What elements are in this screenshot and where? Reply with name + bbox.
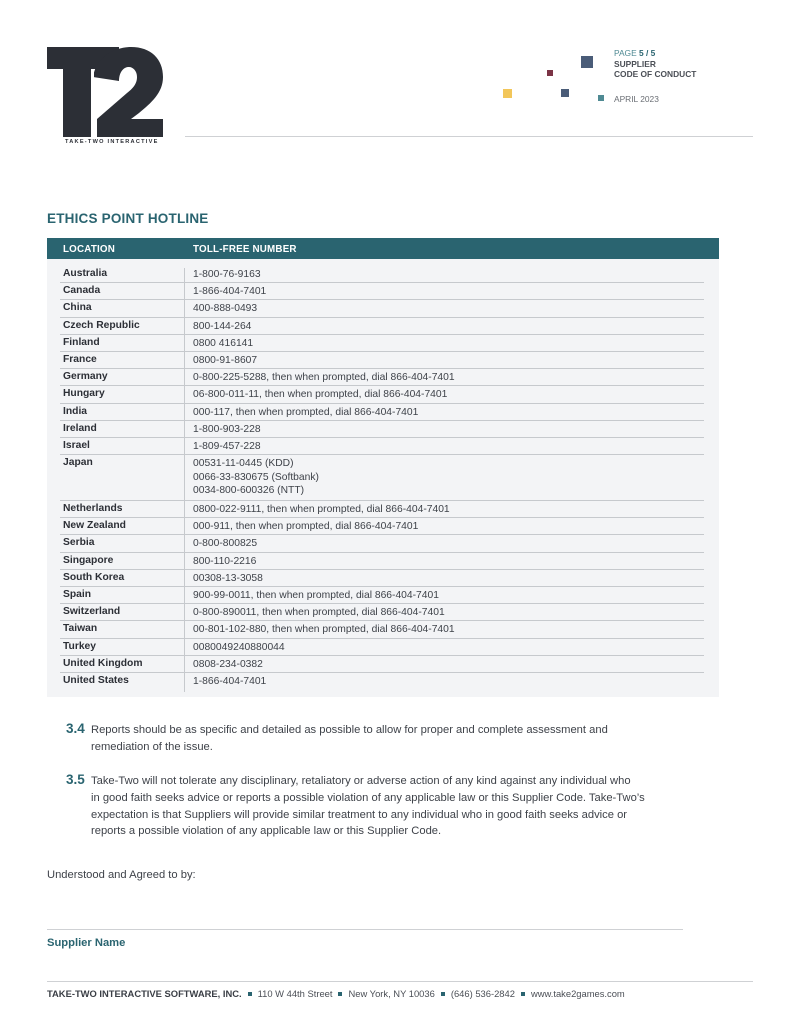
number-cell (193, 520, 418, 534)
number-cell (193, 537, 257, 551)
clause-line: in good faith seeks advice or reports a possible violation of any applicable law or this Supplier Code. Take-Two’s (91, 791, 645, 804)
number-cell (193, 371, 455, 385)
number-cell (193, 555, 256, 569)
table-row (47, 518, 719, 535)
clause-number: 3.4 (66, 721, 85, 736)
document-meta (614, 48, 696, 80)
header-divider (185, 136, 753, 137)
location-cell: India (63, 405, 88, 417)
phone-number: 000-117, then when prompted, dial 866-404-7401 (193, 406, 419, 418)
phone-number: 1-866-404-7401 (193, 286, 267, 298)
location-cell: Ireland (63, 422, 97, 434)
number-cell (193, 354, 257, 368)
clause-line: expectation is that Suppliers will provide similar treatment to any individual who in good faith seeks advice or (91, 808, 628, 821)
phone-number: 400-888-0493 (193, 303, 258, 315)
phone-number: 1-800-76-9163 (193, 269, 261, 280)
number-cell (193, 440, 261, 454)
page-indicator (614, 48, 696, 59)
column-header-location: LOCATION (63, 244, 116, 255)
phone-number: 0-800-225-5288, then when prompted, dial 866-404-7401 (193, 372, 455, 384)
table-row (47, 604, 719, 621)
number-cell (193, 302, 257, 316)
table-row (47, 501, 719, 518)
take-two-logo (47, 47, 165, 147)
hotline-table (47, 238, 719, 697)
location-cell: New Zealand (63, 520, 126, 532)
location-cell: Japan (63, 457, 93, 469)
clause-line: Reports should be as specific and detailed as possible to allow for proper and complete assessment and (91, 724, 608, 736)
phone-number: 1-800-903-228 (193, 423, 261, 435)
footer-company: TAKE-TWO INTERACTIVE SOFTWARE, INC. (47, 988, 242, 999)
table-row (47, 421, 719, 438)
location-cell: France (63, 353, 97, 365)
number-cell (193, 337, 253, 351)
number-cell (193, 268, 261, 282)
table-row (47, 673, 719, 690)
table-row (47, 438, 719, 455)
number-cell (193, 457, 319, 498)
clause-line: remediation of the issue. (91, 740, 213, 753)
location-cell: Germany (63, 371, 108, 383)
table-row (47, 553, 719, 570)
number-cell (193, 285, 266, 299)
number-cell (193, 423, 261, 437)
phone-number: 800-110-2216 (193, 555, 257, 567)
number-cell (193, 641, 285, 655)
phone-number: 0034-800-600326 (NTT) (193, 485, 305, 497)
location-cell: China (63, 302, 92, 314)
table-row (47, 570, 719, 587)
supplier-name-label: Supplier Name (47, 937, 126, 949)
phone-number: 06-800-011-11, then when prompted, dial 866-404-7401 (193, 389, 448, 401)
clause-number: 3.5 (66, 772, 85, 787)
table-row (47, 266, 719, 283)
location-cell: Taiwan (63, 623, 98, 635)
table-row (47, 656, 719, 673)
location-cell: Canada (63, 285, 101, 297)
clause-3-4 (66, 722, 756, 756)
phone-number: 1-809-457-228 (193, 440, 261, 452)
table-row (47, 335, 719, 352)
table-row (47, 352, 719, 369)
phone-number: 00531-11-0445 (KDD) (193, 458, 294, 470)
table-row (47, 404, 719, 421)
clause-text (66, 722, 756, 756)
table-header (47, 238, 719, 259)
table-row (47, 386, 719, 403)
decorative-square-navy-small (561, 89, 569, 97)
table-row (47, 587, 719, 604)
location-cell: Singapore (63, 554, 114, 566)
location-cell: United States (63, 674, 129, 686)
table-row (47, 639, 719, 656)
bullet-icon (441, 992, 445, 996)
logo-tagline: TAKE-TWO INTERACTIVE (65, 139, 159, 145)
phone-number: 0066-33-830675 (Softbank) (193, 471, 319, 483)
bullet-icon (248, 992, 252, 996)
phone-number: 0800-91-8607 (193, 354, 258, 366)
clause-line: reports a possible violation of any applicable law or this Supplier Code. (91, 825, 442, 838)
agreement-intro: Understood and Agreed to by: (47, 869, 196, 881)
clause-3-5 (66, 773, 756, 840)
number-cell (193, 675, 266, 689)
phone-number: 900-99-0011, then when prompted, dial 866-404-7401 (193, 590, 439, 601)
clause-line: Take-Two will not tolerate any disciplinary, retaliatory or adverse action of any kind against any individual who (91, 775, 631, 787)
number-cell (193, 589, 439, 603)
location-cell: United Kingdom (63, 657, 143, 669)
phone-number: 0800 416141 (193, 337, 254, 349)
location-cell: Netherlands (63, 503, 123, 515)
location-cell: Spain (63, 589, 92, 600)
table-row (47, 318, 719, 335)
location-cell: Hungary (63, 388, 105, 400)
decorative-square-navy-large (581, 56, 593, 68)
clause-text (66, 773, 756, 840)
decorative-square-maroon (547, 70, 553, 76)
phone-number: 00-801-102-880, then when prompted, dial 866-404-7401 (193, 624, 455, 636)
phone-number: 0-800-800825 (193, 538, 258, 550)
phone-number: 800-144-264 (193, 320, 252, 332)
location-cell: Israel (63, 439, 90, 451)
location-cell: South Korea (63, 571, 125, 583)
phone-number: 000-911, then when prompted, dial 866-404-7401 (193, 521, 419, 533)
doc-title-line1: SUPPLIER (614, 58, 656, 69)
column-header-number: TOLL-FREE NUMBER (193, 244, 297, 255)
footer-address: 110 W 44th Street (257, 988, 333, 999)
bullet-icon (521, 992, 525, 996)
number-cell (193, 503, 450, 517)
footer-phone: (646) 536-2842 (450, 988, 515, 999)
phone-number: 0-800-890011, then when prompted, dial 866-404-7401 (193, 607, 445, 619)
phone-number: 0808-234-0382 (193, 658, 263, 670)
page-number: 5 / 5 (638, 48, 656, 58)
signature-line[interactable] (47, 929, 683, 930)
number-cell (193, 658, 263, 672)
phone-number: 0080049240880044 (193, 641, 285, 653)
page-label: PAGE (614, 48, 637, 58)
date-bullet-square (598, 95, 604, 101)
decorative-square-yellow (503, 89, 512, 98)
number-cell (193, 406, 418, 420)
location-cell: Switzerland (63, 606, 121, 618)
table-row (47, 535, 719, 552)
location-cell: Australia (63, 268, 108, 279)
t2-logo-icon (47, 47, 165, 137)
footer (47, 988, 625, 999)
phone-number: 00308-13-3058 (193, 572, 263, 584)
location-cell: Turkey (63, 640, 97, 652)
number-cell (193, 606, 445, 620)
doc-date: APRIL 2023 (614, 94, 659, 104)
doc-title-line2: CODE OF CONDUCT (614, 69, 697, 79)
footer-divider (47, 981, 753, 982)
location-cell: Finland (63, 336, 100, 348)
number-cell (193, 623, 455, 637)
number-cell (193, 388, 447, 402)
location-cell: Czech Republic (63, 319, 140, 331)
table-row (47, 283, 719, 300)
footer-website[interactable]: www.take2games.com (530, 988, 625, 999)
phone-number: 1-866-404-7401 (193, 675, 267, 687)
footer-city: New York, NY 10036 (348, 988, 435, 999)
table-row (47, 300, 719, 317)
number-cell (193, 320, 251, 334)
location-cell: Serbia (63, 537, 95, 549)
table-row (47, 621, 719, 638)
table-row (47, 455, 719, 501)
number-cell (193, 572, 263, 586)
table-row (47, 369, 719, 386)
phone-number: 0800-022-9111, then when prompted, dial 866-404-7401 (193, 504, 450, 516)
section-title: ETHICS POINT HOTLINE (47, 211, 209, 226)
table-body (47, 266, 719, 690)
bullet-icon (338, 992, 342, 996)
